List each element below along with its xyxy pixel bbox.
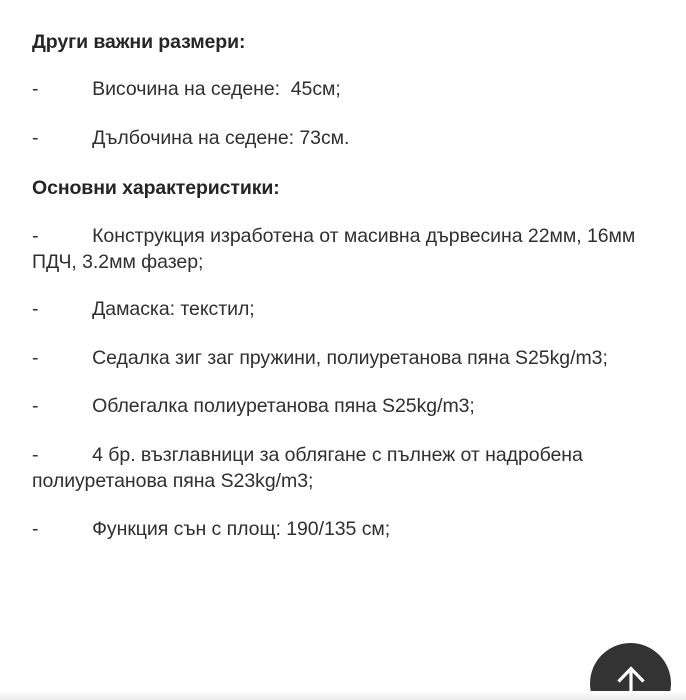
list-item: - Височина на седене: 45см; [32,78,341,101]
spacer [32,201,668,224]
list-item: - 4 бр. възглавници за облягане с пълнеж от надробена полиуретанова пяна S23kg/m3; [32,444,589,493]
list-item: - Облегалка полиуретанова пяна S25kg/m3; [32,395,475,418]
bottom-edge-band [0,691,686,700]
list-item: - Дамаска: текстил; [32,298,255,321]
list-item: - Функция сън с площ: 190/135 см; [32,518,391,541]
list-item: - Седалка зиг заг пружини, полиуретанова пяна S25kg/m3; [32,347,608,370]
spacer [32,54,668,77]
spacer [32,495,668,517]
spacer [32,152,668,176]
spacer [32,323,668,346]
list-item: - Конструкция изработена от масивна дървесина 22мм, 16мм ПДЧ, 3.2мм фазер; [32,224,647,273]
spacer [32,372,668,394]
section-heading-other-dimensions: Други важни размери: [32,31,246,53]
list-item: - Дълбочина на седене: 73см. [32,127,350,150]
spacer [32,420,668,443]
spacer [32,103,668,126]
section-heading-main-characteristics: Основни характеристики: [32,177,280,200]
spacer [32,275,668,297]
